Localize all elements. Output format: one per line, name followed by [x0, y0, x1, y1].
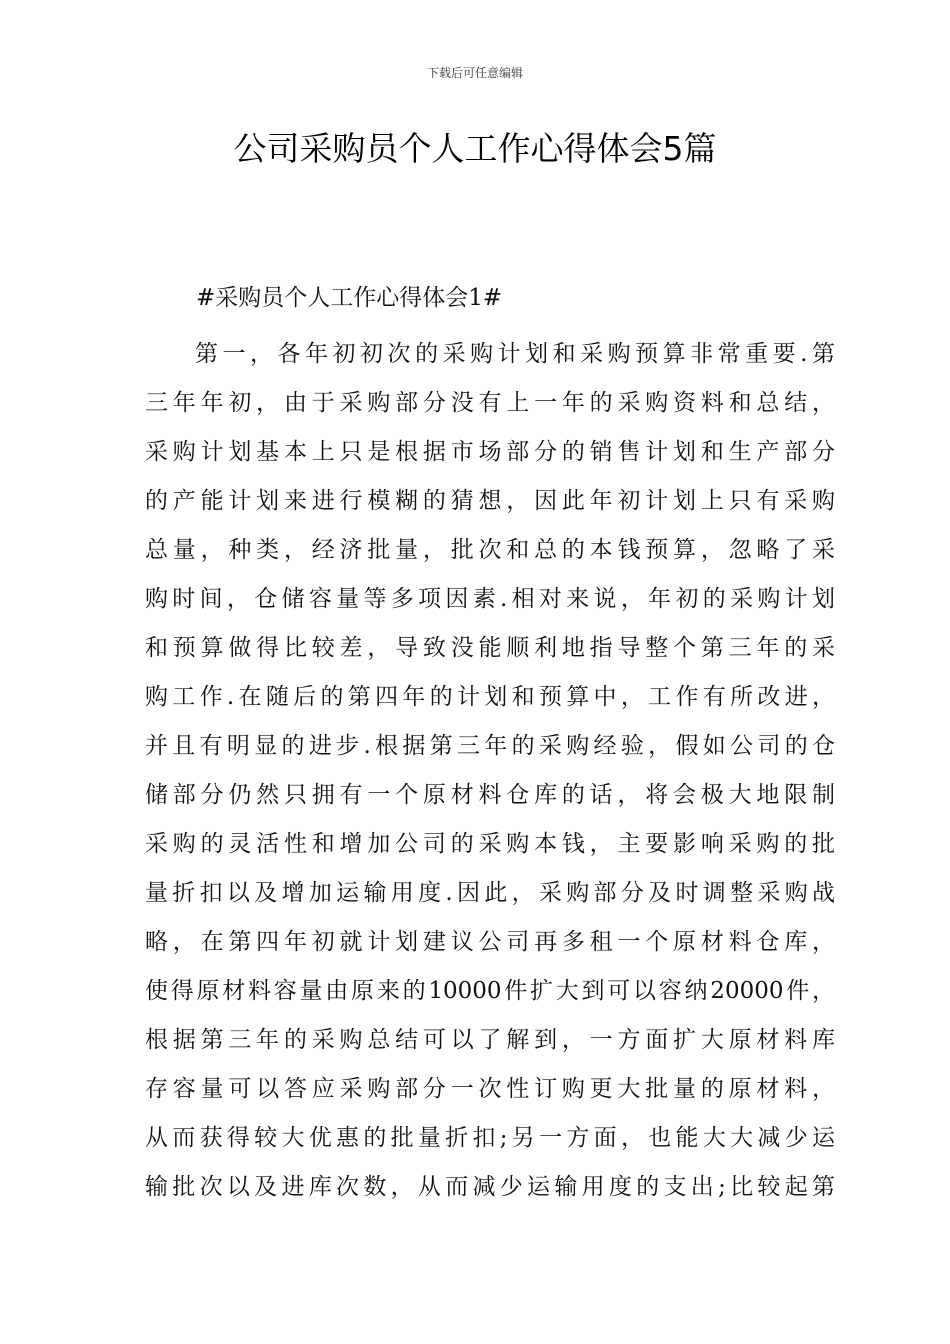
body-line: 总量，种类，经济批量，批次和总的本钱预算，忽略了采: [145, 537, 835, 563]
body-line: 从而获得较大优惠的批量折扣;另一方面，也能大大减少运: [145, 1125, 835, 1151]
body-line: 根据第三年的采购总结可以了解到，一方面扩大原材料库: [145, 1027, 835, 1053]
body-line: 并且有明显的进步.根据第三年的采购经验，假如公司的仓: [145, 733, 835, 759]
body-line: 输批次以及进库次数，从而减少运输用度的支出;比较起第: [145, 1174, 835, 1200]
section-heading: #采购员个人工作心得体会1#: [196, 285, 503, 311]
body-line: 和预算做得比较差，导致没能顺利地指导整个第三年的采: [145, 635, 835, 661]
body-line: 购时间，仓储容量等多项因素.相对来说，年初的采购计划: [145, 586, 835, 612]
body-line: 使得原材料容量由原来的10000件扩大到可以容纳20000件，: [145, 978, 835, 1004]
document-title: 公司采购员个人工作心得体会5篇: [233, 129, 717, 168]
body-line: 第一，各年初初次的采购计划和采购预算非常重要.第: [195, 341, 835, 367]
body-line: 采购计划基本上只是根据市场部分的销售计划和生产部分: [145, 439, 835, 465]
body-line: 略，在第四年初就计划建议公司再多租一个原材料仓库，: [145, 929, 835, 955]
body-line: 购工作.在随后的第四年的计划和预算中，工作有所改进，: [145, 684, 835, 710]
body-line: 量折扣以及增加运输用度.因此，采购部分及时调整采购战: [145, 880, 835, 906]
body-line: 储部分仍然只拥有一个原材料仓库的话，将会极大地限制: [145, 782, 835, 808]
body-line: 存容量可以答应采购部分一次性订购更大批量的原材料，: [145, 1076, 835, 1102]
header-note: 下载后可任意编辑: [426, 66, 523, 80]
body-line: 采购的灵活性和增加公司的采购本钱，主要影响采购的批: [145, 831, 835, 857]
body-text: [145, 330, 835, 1212]
body-line: 的产能计划来进行模糊的猜想，因此年初计划上只有采购: [145, 488, 835, 514]
body-line: 三年年初，由于采购部分没有上一年的采购资料和总结，: [145, 390, 835, 416]
